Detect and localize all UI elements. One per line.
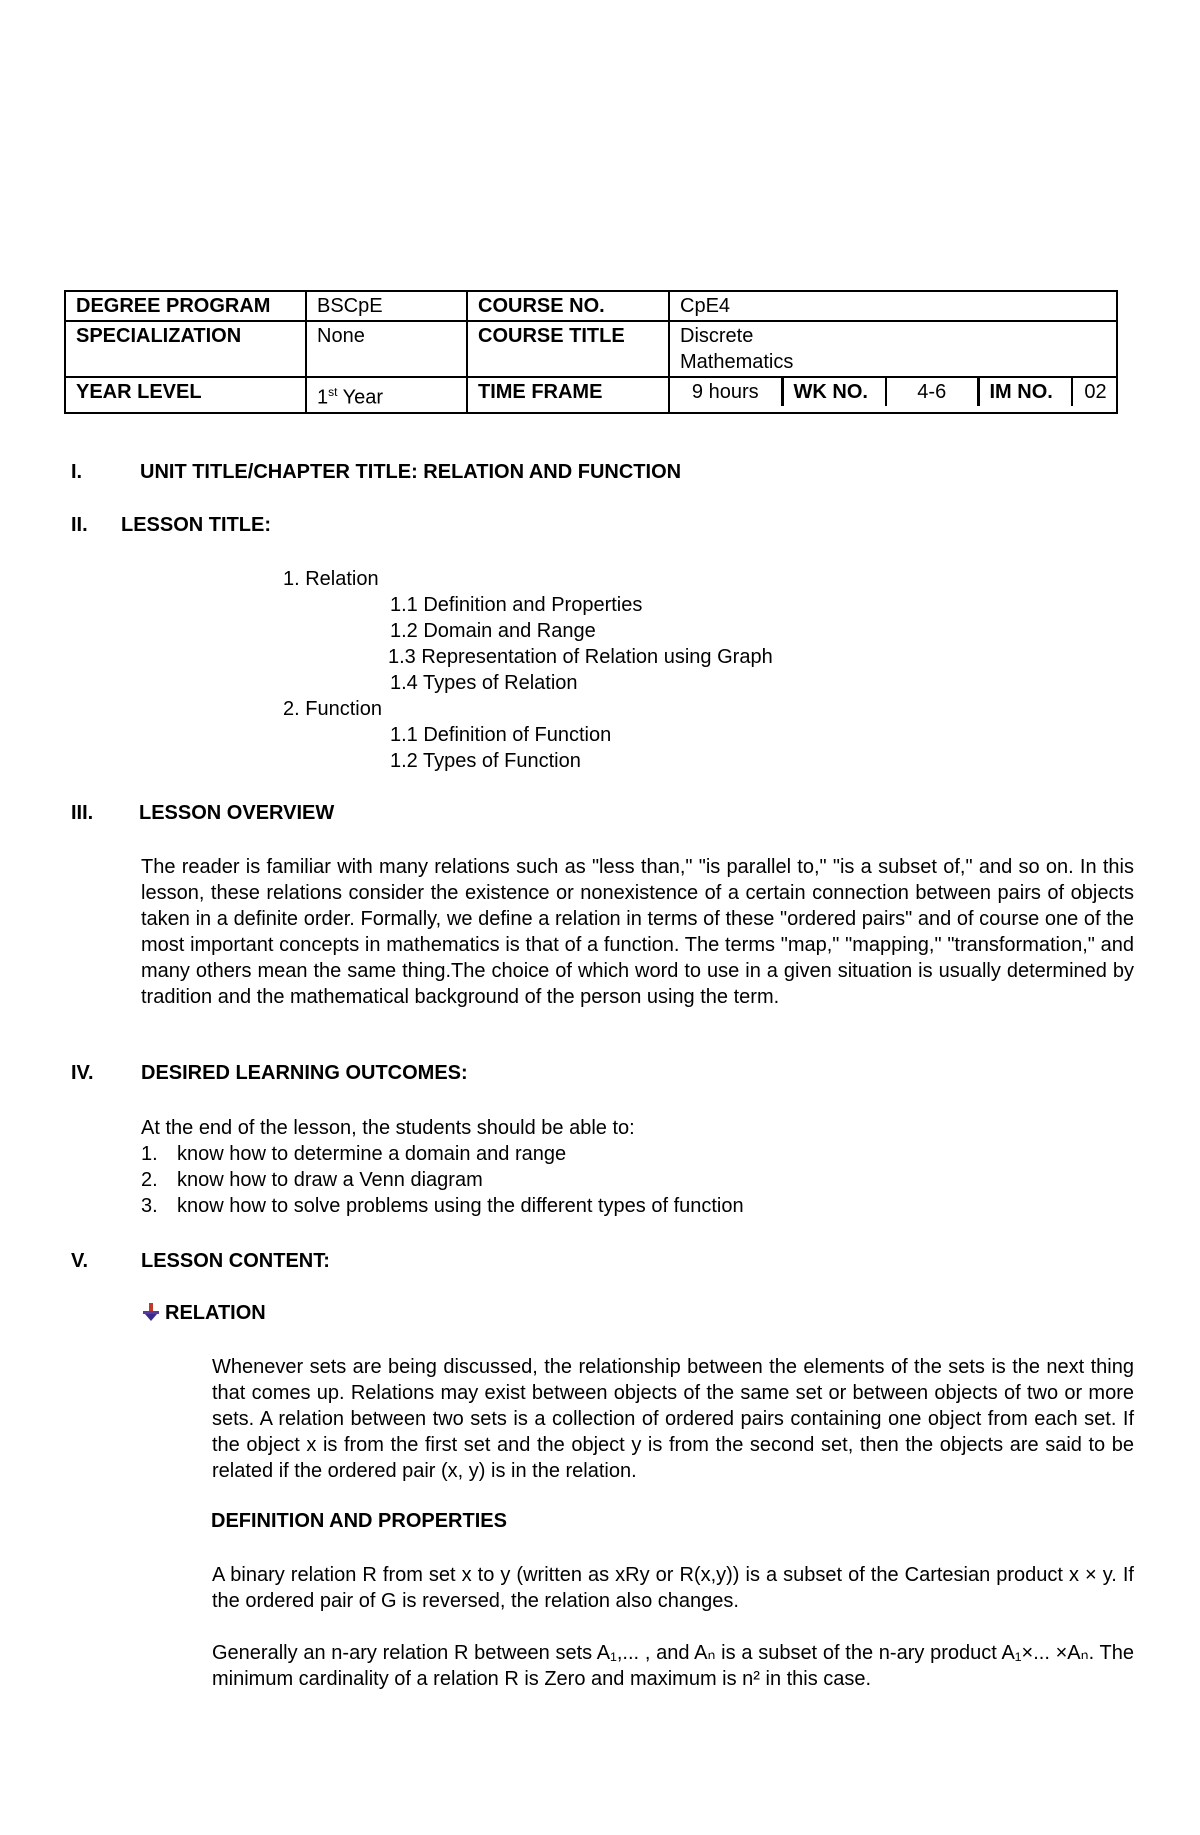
course-no-value: CpE4 (669, 291, 1117, 321)
section-3-title: LESSON OVERVIEW (139, 802, 335, 824)
course-no-label: COURSE NO. (467, 291, 669, 321)
year-level-rest: Year (337, 386, 384, 409)
specialization-value: None (306, 321, 467, 377)
lesson-item-1-3: 1.3 Representation of Relation using Graph (388, 646, 773, 668)
outcome-text: know how to solve problems using the different types of function (177, 1195, 744, 1217)
time-frame-label: TIME FRAME (467, 377, 669, 413)
outcome-item (141, 1169, 483, 1192)
outcome-text: know how to draw a Venn diagram (177, 1169, 483, 1191)
down-arrow-bullet-icon (141, 1302, 161, 1322)
year-level-value (306, 377, 467, 413)
relation-heading-row (141, 1302, 266, 1325)
lesson-item-f-1-1: 1.1 Definition of Function (390, 724, 612, 746)
year-level-sup: st (328, 385, 338, 399)
outcome-item (141, 1195, 744, 1218)
section-2-number: II. (71, 514, 88, 536)
im-no-label: IM NO. (978, 378, 1072, 406)
year-level-num: 1 (317, 386, 329, 409)
time-frame-value: 9 hours (691, 381, 759, 403)
section-1-title: UNIT TITLE/CHAPTER TITLE: RELATION AND FUNCTION (140, 461, 682, 483)
year-level-row (65, 377, 1117, 413)
section-3-number: III. (71, 802, 94, 824)
section-4-title: DESIRED LEARNING OUTCOMES: (141, 1062, 468, 1084)
degree-program-value: BSCpE (306, 291, 467, 321)
course-title-value (669, 321, 1117, 377)
section-5-title: LESSON CONTENT: (141, 1250, 330, 1272)
section-1-number: I. (71, 461, 83, 483)
course-title-line2: Mathematics (680, 351, 794, 373)
course-title-label: COURSE TITLE (467, 321, 669, 377)
outcome-number: 1. (141, 1143, 158, 1165)
lesson-overview-paragraph: The reader is familiar with many relations such as "less than," "is parallel to," "is a subset of," and so on. In this lesson, these relations consider the existence or nonexistence of a certain connection between pairs of objects taken in a definite order. Formally, we define a relation in terms of these "ordered pairs" and of course one of the most important concepts in mathematics is that of a function. The terms "map," "mapping," "transformation," and many others mean the same thing.The choice of which word to use in a given situation is usually determined by tradition and the mathematical background of the person using the term. (141, 856, 1134, 1008)
lesson-item-1-4: 1.4 Types of Relation (390, 672, 578, 694)
lesson-item-relation: 1. Relation (283, 568, 379, 590)
definition-heading: DEFINITION AND PROPERTIES (211, 1510, 507, 1532)
outcome-number: 3. (141, 1195, 158, 1217)
lesson-item-f-1-2: 1.2 Types of Function (390, 750, 581, 772)
wk-no-label: WK NO. (782, 378, 886, 406)
time-frame-group (669, 377, 1117, 413)
nary-relation-paragraph: Generally an n-ary relation R between sets A₁,... , and Aₙ is a subset of the n-ary product A₁×... ×Aₙ. The minimum cardinality of a relation R is Zero and maximum is n² in this case. (212, 1642, 1134, 1690)
relation-paragraph: Whenever sets are being discussed, the relationship between the elements of the sets is the next thing that comes up. Relations may exist between objects of the same set or between objects of two or more sets. A relation between two sets is a collection of ordered pairs containing one object from each set. If the object x is from the first set and the object y is from the second set, then the objects are said to be related if the ordered pair (x, y) is in the relation. (212, 1356, 1134, 1482)
section-4-number: IV. (71, 1062, 94, 1084)
specialization-label: SPECIALIZATION (65, 321, 306, 377)
outcomes-intro: At the end of the lesson, the students should be able to: (141, 1117, 635, 1139)
specialization-row (65, 321, 1117, 377)
degree-row (65, 291, 1117, 321)
section-2-title: LESSON TITLE: (121, 514, 271, 536)
lesson-item-function: 2. Function (283, 698, 382, 720)
outcome-text: know how to determine a domain and range (177, 1143, 567, 1165)
year-level-label: YEAR LEVEL (65, 377, 306, 413)
section-5-number: V. (71, 1250, 89, 1272)
lesson-item-1-2: 1.2 Domain and Range (390, 620, 596, 642)
im-no-value: 02 (1072, 378, 1118, 406)
relation-heading: RELATION (165, 1302, 266, 1324)
wk-no-value: 4-6 (886, 378, 978, 406)
definition-paragraph: A binary relation R from set x to y (written as xRy or R(x,y)) is a subset of the Cartesian product x × y. If the ordered pair of G is reversed, the relation also changes. (212, 1564, 1134, 1612)
lesson-item-1-1: 1.1 Definition and Properties (390, 594, 643, 616)
degree-program-label: DEGREE PROGRAM (65, 291, 306, 321)
outcome-item (141, 1143, 566, 1166)
course-title-line1: Discrete (680, 325, 754, 347)
outcome-number: 2. (141, 1169, 158, 1191)
course-info-table (64, 290, 1118, 414)
